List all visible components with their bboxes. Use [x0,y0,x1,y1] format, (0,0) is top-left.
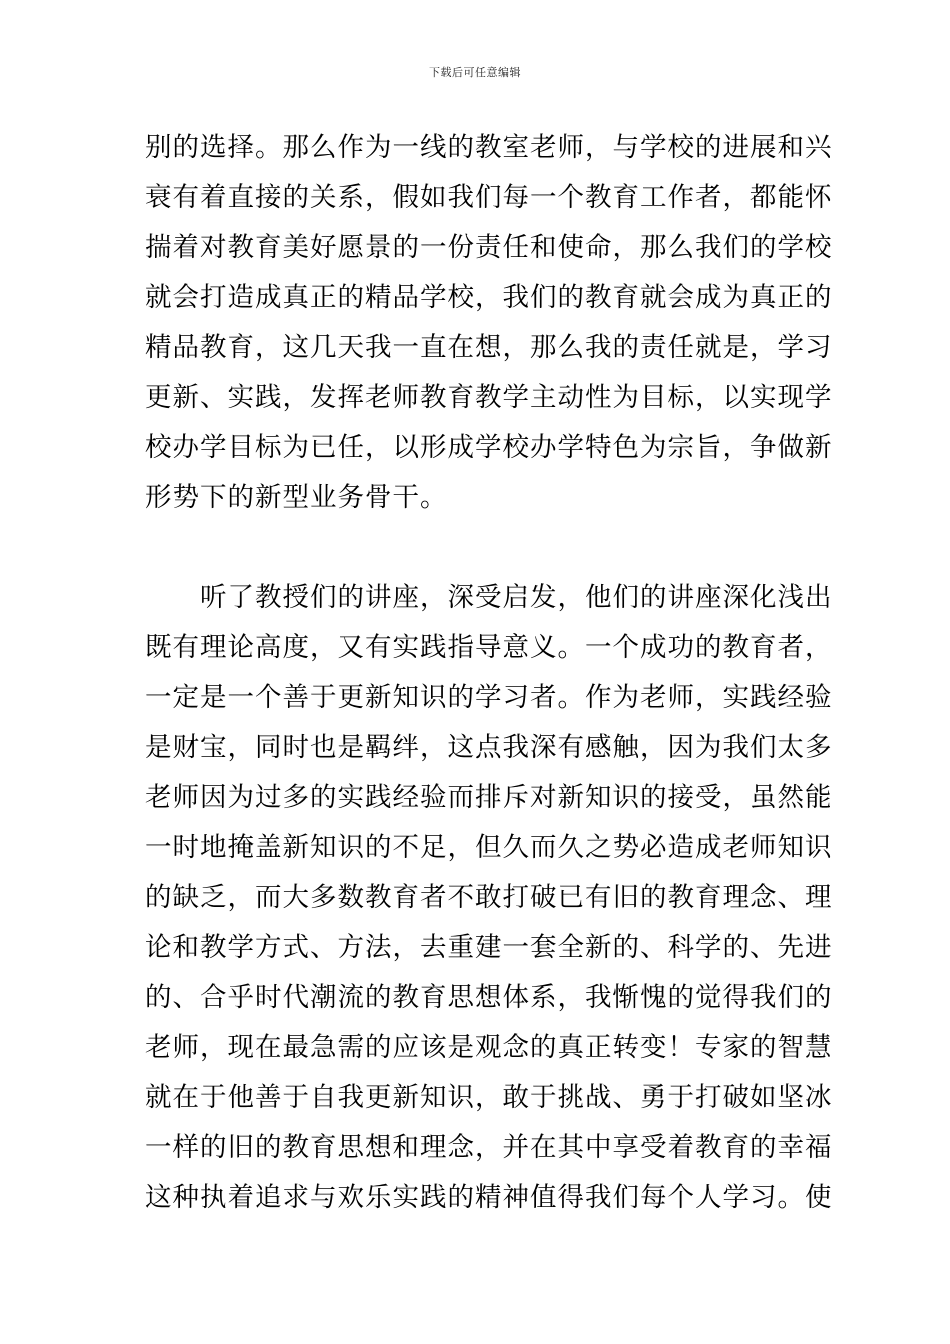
page-header: 下载后可任意编辑 [429,66,521,79]
text-line: 更新、实践，发挥老师教育教学主动性为目标，以实现学 [145,382,833,413]
text-line: 揣着对教育美好愿景的一份责任和使命，那么我们的学校 [145,232,833,263]
text-line: 别的选择。那么作为一线的教室老师，与学校的进展和兴 [145,132,833,163]
text-line: 老师因为过多的实践经验而排斥对新知识的接受，虽然能 [145,782,833,813]
text-line: 一时地掩盖新知识的不足，但久而久之势必造成老师知识 [145,832,833,863]
text-line: 就会打造成真正的精品学校，我们的教育就会成为真正的 [145,282,833,313]
text-line: 就在于他善于自我更新知识，敢于挑战、勇于打破如坚冰 [145,1082,833,1113]
text-line: 精品教育，这几天我一直在想，那么我的责任就是，学习 [145,332,833,363]
text-line: 形势下的新型业务骨干。 [145,482,448,513]
text-line: 是财宝，同时也是羁绊，这点我深有感触，因为我们太多 [145,732,833,763]
text-line: 论和教学方式、方法，去重建一套全新的、科学的、先进 [145,932,833,963]
text-line: 校办学目标为已任，以形成学校办学特色为宗旨，争做新 [145,432,833,463]
text-line: 衰有着直接的关系，假如我们每一个教育工作者，都能怀 [145,182,833,213]
text-line: 这种执着追求与欢乐实践的精神值得我们每个人学习。使 [145,1182,833,1213]
text-line: 听了教授们的讲座，深受启发，他们的讲座深化浅出 [145,582,833,613]
text-line: 的缺乏，而大多数教育者不敢打破已有旧的教育理念、理 [145,882,833,913]
text-line: 既有理论高度，又有实践指导意义。一个成功的教育者， [145,632,833,663]
text-line: 一定是一个善于更新知识的学习者。作为老师，实践经验 [145,682,833,713]
text-line: 的、合乎时代潮流的教育思想体系，我惭愧的觉得我们的 [145,982,833,1013]
text-line: 老师，现在最急需的应该是观念的真正转变！专家的智慧 [145,1032,833,1063]
text-line: 一样的旧的教育思想和理念，并在其中享受着教育的幸福 [145,1132,833,1163]
